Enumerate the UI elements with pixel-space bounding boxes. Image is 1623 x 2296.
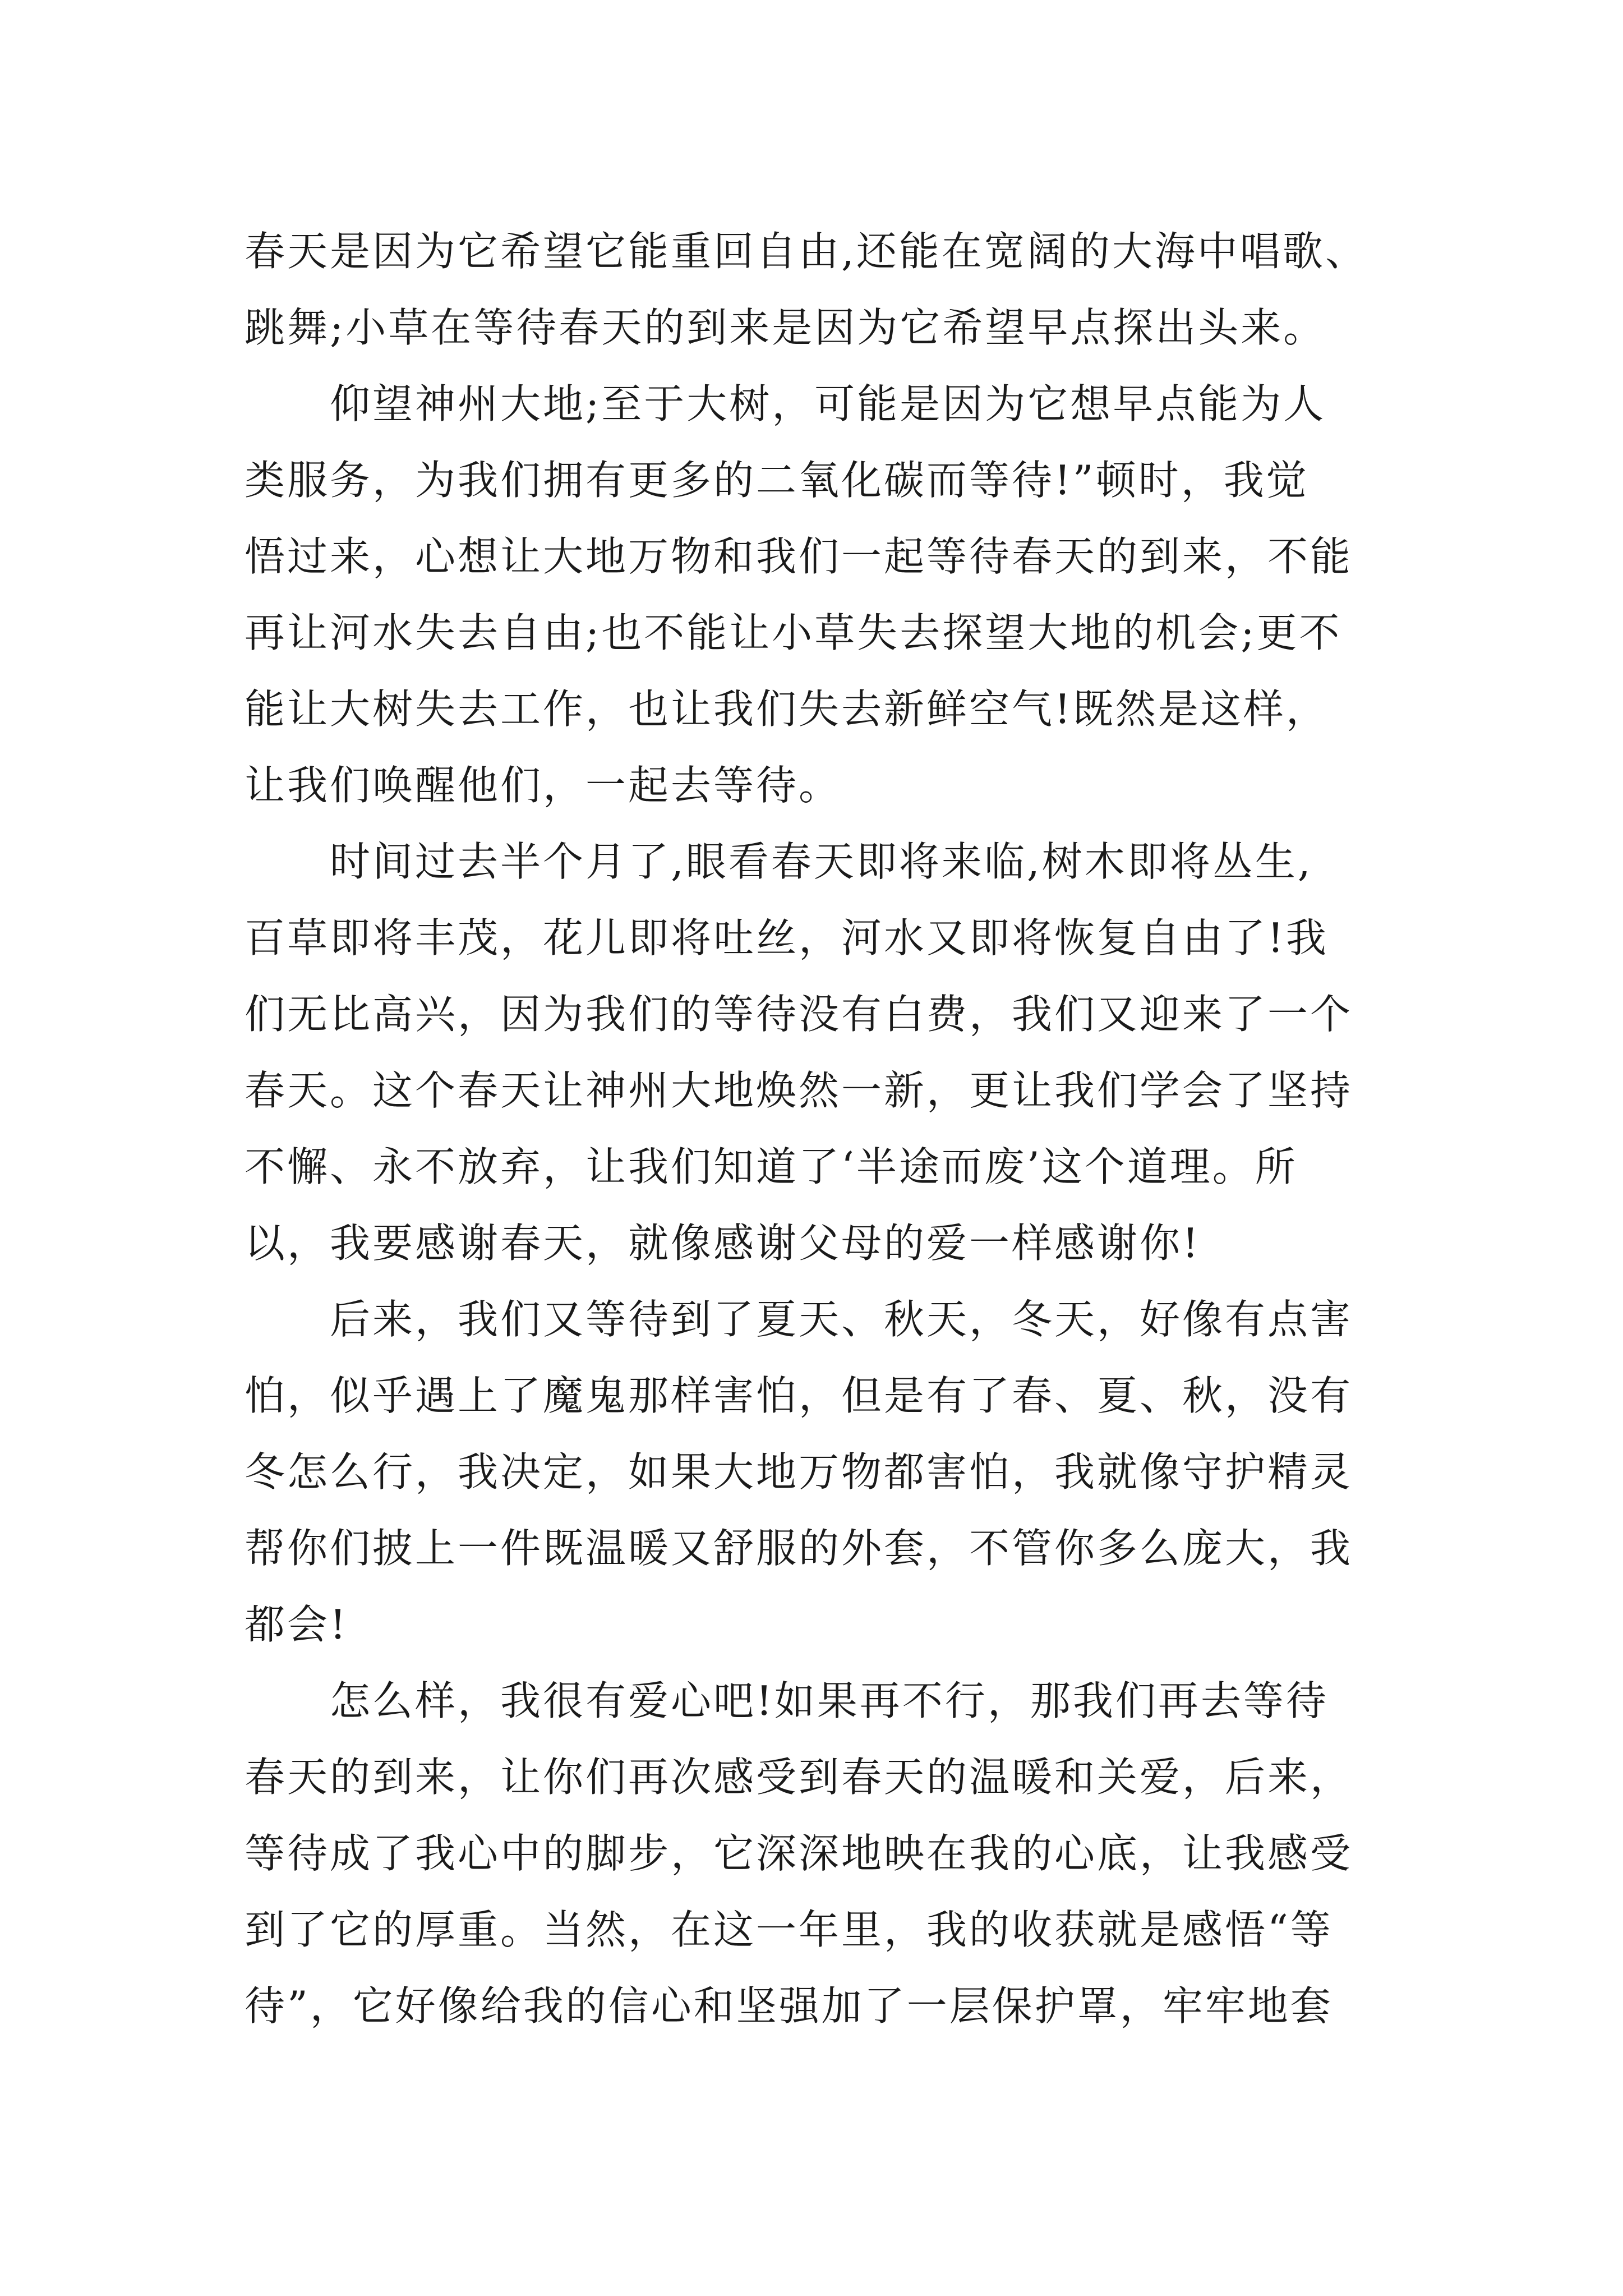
- text-line: 类服务，为我们拥有更多的二氧化碳而等待!”顿时，我觉: [245, 457, 1309, 504]
- text-line: 都会!: [245, 1601, 348, 1648]
- text-line: 春天是因为它希望它能重回自由,还能在宽阔的大海中唱歌、: [245, 228, 1368, 275]
- text-line: 怕，似乎遇上了魔鬼那样害怕，但是有了春、夏、秋，没有: [245, 1372, 1353, 1419]
- text-line: 待”，它好像给我的信心和坚强加了一层保护罩，牢牢地套: [245, 1982, 1333, 2030]
- body-text: [245, 213, 1450, 2044]
- text-line: 再让河水失去自由;也不能让小草失去探望大地的机会;更不: [245, 609, 1342, 656]
- text-line: 不懈、永不放弃，让我们知道了‘半途而废’这个道理。所: [245, 1143, 1298, 1190]
- text-line: 春天。这个春天让神州大地焕然一新，更让我们学会了坚持: [245, 1067, 1353, 1114]
- text-line: 能让大树失去工作，也让我们失去新鲜空气!既然是这样，: [245, 685, 1329, 733]
- text-line: 以，我要感谢春天，就像感谢父母的爱一样感谢你!: [245, 1220, 1201, 1267]
- text-line: 百草即将丰茂，花儿即将吐丝，河水又即将恢复自由了!我: [245, 914, 1329, 961]
- text-line: 到了它的厚重。当然，在这一年里，我的收获就是感悟“等: [245, 1906, 1333, 1953]
- text-line: 春天的到来，让你们再次感受到春天的温暖和关爱，后来，: [245, 1754, 1353, 1801]
- text-line: 冬怎么行，我决定，如果大地万物都害怕，我就像守护精灵: [245, 1448, 1353, 1496]
- text-line: 帮你们披上一件既温暖又舒服的外套，不管你多么庞大，我: [245, 1525, 1353, 1572]
- text-line: 等待成了我心中的脚步，它深深地映在我的心底，让我感受: [245, 1830, 1353, 1877]
- text-line: 让我们唤醒他们，一起去等待。: [245, 762, 842, 809]
- text-line: 悟过来，心想让大地万物和我们一起等待春天的到来，不能: [245, 533, 1353, 580]
- text-line: 后来，我们又等待到了夏天、秋天，冬天，好像有点害: [245, 1296, 1353, 1343]
- text-line: 们无比高兴，因为我们的等待没有白费，我们又迎来了一个: [245, 991, 1353, 1038]
- text-line: 跳舞;小草在等待春天的到来是因为它希望早点探出头来。: [245, 304, 1326, 351]
- text-line: 时间过去半个月了,眼看春天即将来临,树木即将丛生,: [245, 838, 1313, 885]
- text-line: 怎么样，我很有爱心吧!如果再不行，那我们再去等待: [245, 1677, 1329, 1724]
- text-line: 仰望神州大地;至于大树，可能是因为它想早点能为人: [245, 380, 1326, 427]
